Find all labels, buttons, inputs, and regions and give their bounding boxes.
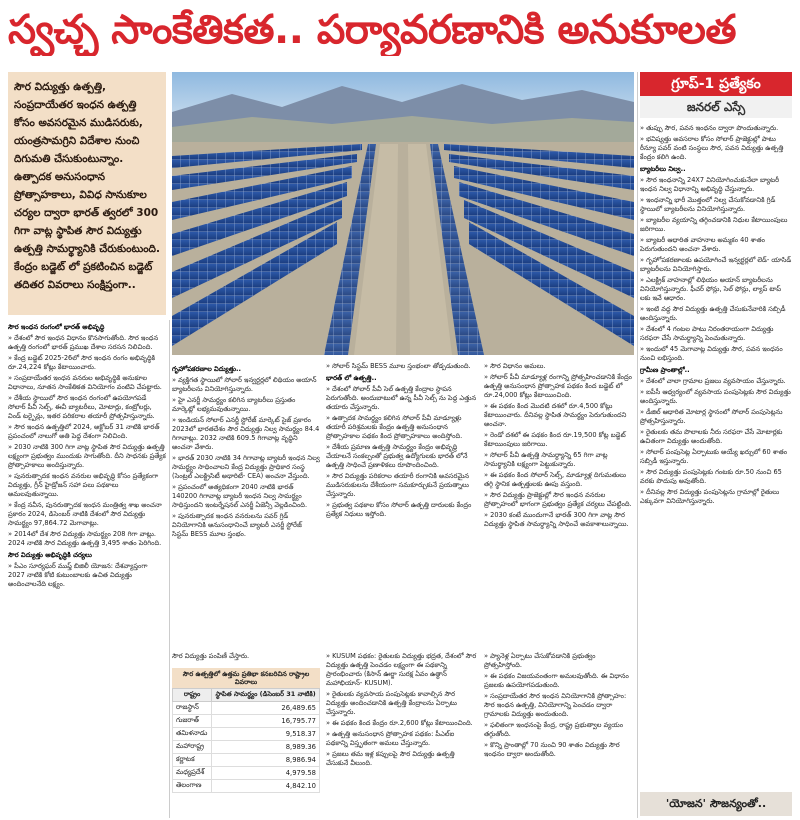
bullet-point: » ఫలితంగా ఇంధనంపై కేంద్ర, రాష్ట్ర ప్రభుత్వాల వ్యయం తగ్గుతోంది.	[484, 721, 624, 738]
footer-badge: 'యోజన' సౌజన్యంతో..	[640, 792, 792, 816]
sub-heading: గ్రామీణ ప్రాంతాల్లో..	[640, 366, 690, 374]
bullet-point: » ఈ పథకం విజయవంతంగా అమలవుతోంది. ఈ విధానం ప్రజలకు ఉపయోగపడుతుంది.	[484, 672, 629, 689]
bullet-point: » ఐపీసీ ఆధ్వర్యంలో వ్యవసాయ పంపుసెట్లకు సౌర విద్యుత్తు అందిస్తున్నారు.	[640, 388, 791, 405]
bullet-point: » బ్యాటరీ ఆధారిత వాహనాల అమ్మకం 40 శాతం పెరుగుతుందని అంచనా వేశారు.	[640, 236, 765, 253]
bullet-point: » దేశంలో సౌర ఇంధన విధానం కొనసాగుతోంది. సౌర ఇంధన ఉత్పత్తి రంగంలో భారత్ ప్రముఖ దేశాల సరసన నిలిచింది.	[8, 334, 159, 351]
bullet-point: » సోలార్ పీవీ ఉత్పత్తి సామర్థ్యాన్ని 65 గిగా వాట్ల సామర్థ్యానికి లక్ష్యంగా పెట్టుకున్నారు.	[484, 451, 608, 468]
bullet-point: » పునరుత్పాదక ఇంధన వనరుల అభివృద్ధి కోసం ప్రత్యేకంగా విద్యుత్తు, గ్రీన్ హైడ్రోజన్ సహా పలు పథకాలు అమలవుతున్నాయి.	[8, 472, 159, 498]
state-capacity: 9,518.37	[212, 728, 320, 741]
bullet-point: » దేశంలో 4 గంటల పాటు నిరంతరాయంగా విద్యుత్తు సరఫరా చేసే సామర్థ్యాన్ని పెంచుతున్నారు.	[640, 325, 774, 342]
table-row	[173, 780, 320, 793]
bullet-point: » ప్రపంచంలో అత్యధికంగా 2040 నాటికి భారత్ 140200 గిగావాట్ల బ్యాటరీ ఇంధన నిల్వ సామర్థ్యం సాధిస్తుందని ఇంటర్నేషనల్ ఎనర్జీ ఏజెన్సీ వెల్లడించింది.	[172, 483, 308, 509]
states-table	[172, 668, 320, 818]
bullet-point: » 2030 కంటే ముందుగానే భారత్ 300 గిగా వాట్ల సౌర విద్యుత్తు స్థాపిత సామర్థ్యాన్ని సాధించే అవకాశాలున్నాయి.	[484, 511, 629, 528]
state-capacity: 4,842.10	[212, 780, 320, 793]
table-header-capacity: స్థాపిత సామర్థ్యం (డిసెంబర్ 31 నాటికి)	[212, 689, 320, 702]
bullet-point: » బ్యాటరీల వ్యయాన్ని తగ్గించడానికి నిధుల కేటాయింపులు జరిగాయి.	[640, 216, 788, 233]
bullet-point: » పునరుత్పాదక ఇంధన వనరులను పవర్ గ్రిడ్ వినియోగానికి అనుసంధానించే బ్యాటరీ ఎనర్జీ స్టోరేజ్ సిస్టమ్ BESS మూల స్తంభం.	[172, 512, 302, 538]
bullet-point: » భారత్ 2030 నాటికి 34 గిగావాట్ల బ్యాటరీ ఇంధన నిల్వ సామర్థ్యం సాధించాలని కేంద్ర విద్యుత్తు ప్రాధికార సంస్థ (సెంట్రల్ ఎలక్ట్రిసిటీ అథారిటీ- CEA) అంచనా వేస్తుంది.	[172, 454, 320, 480]
state-name: గుజరాత్	[173, 715, 212, 728]
state-capacity: 8,986.94	[212, 754, 320, 767]
state-name: తమిళనాడు	[173, 728, 212, 741]
bullet-point: » గృహోపకరణాలకు ఉపయోగించే ఇన్వర్టర్లలో లెడ్- యాసిడ్ బ్యాటరీలను వినియోగిస్తారు.	[640, 256, 792, 273]
state-capacity: 4,979.58	[212, 767, 320, 780]
bullet-point: » సౌర విద్యుత్తు ప్రాజెక్టుల్లో సౌర ఇంధన వనరుల ప్రోత్సాహంలో భాగంగా ప్రభుత్వం ప్రత్యేక చర్యలు చేపట్టింది.	[484, 491, 632, 508]
bullet-point: » వ్యక్తిగత స్థాయిలో సోలార్ ఇన్వర్టర్లలో లిథియం అయాన్ బ్యాటరీలను వినియోగిస్తున్నారు.	[172, 376, 317, 393]
bullet-point: » సౌర ఇంధన ఉత్పత్తిలో 2024, అక్టోబర్ 31 నాటికి భారత్ ప్రపంచంలో నాలుగో అతి పెద్ద దేశంగా నిలిచింది.	[8, 423, 160, 440]
solar-panels-photo	[172, 72, 634, 355]
sub-heading: గృహోపకరణాల విద్యుత్తు..	[172, 365, 242, 373]
solar-field-illustration	[172, 72, 634, 355]
bullet-point: » దేశీయ స్థాయిలో సౌర ఇంధన రంగంలో ఉపయోగపడే సోలార్ పీవీ సెల్స్, ఈవీ బ్యాటరీలు, మోటార్లు, కంట్రోలర్లు, విండ్ టర్బైన్లు, ఇతర పరికరాల తయారీ ప్రోత్సహిస్తున్నారు.	[8, 394, 155, 420]
bullet-point: » 2030 నాటికి 300 గిగా వాట్ల స్థాపిత సౌర విద్యుత్తు ఉత్పత్తి లక్ష్యంగా ప్రభుత్వం ముందుకు సాగుతోంది. దీని సాధనకు ప్రత్యేక ప్రోత్సాహకాలు అందిస్తున్నారు.	[8, 443, 166, 469]
bullet-point: » ప్యానెళ్ల ఏర్పాటు చేసుకోవడానికి ప్రభుత్వం ప్రోత్సహిస్తోంది.	[484, 652, 596, 669]
bullet-point: » తుప్పు సౌర, పవన ఇంధనం ద్వారా పొందుతున్నారు.	[640, 124, 779, 132]
column-8	[484, 652, 634, 818]
bullet-point: » ఇంధనాన్ని భారీ మొత్తంలో నిల్వ చేసుకోవడానికి గ్రిడ్ స్థాయిలో బ్యాటరీలను వినియోగిస్తున్నారు.	[640, 196, 776, 213]
bullet-point: » సంప్రదాయేతర ఇంధన వనరుల అభివృద్ధికి అనుకూల విధానాలు, నూతన సాంకేతికత వినియోగం వంటివి చేపట్టారు.	[8, 374, 162, 391]
bullet-point: » హై ఎనర్జీ సామర్థ్యం కలిగిన బ్యాటరీలు ప్రస్తుతం మార్కెట్లో లభ్యమవుతున్నాయి.	[172, 396, 296, 413]
bullet-point: » ఇందులో 45 మెగావాట్ల విద్యుత్తు సౌర, పవన ఇంధనం నుంచి లభిస్తుంది.	[640, 345, 783, 362]
column-5	[640, 124, 792, 788]
bullet-point: » సౌర ఇంధనాన్ని 24X7 వినియోగించుకునేలా బ్యాటరీ ఇంధన నిల్వ విధానాన్ని అభివృద్ధి చేస్తున్నారు.	[640, 176, 780, 193]
bullet-point: » KUSUM పథకం: రైతులకు విద్యుత్తు భద్రత, దేశంలో సౌర విద్యుత్తు ఉత్పత్తి పెంచడం లక్ష్యంగా ఈ పథకాన్ని ప్రారంభించారు (కిసాన్ ఊర్జా సురక్ష ఏవం ఉత్థాన్ మహాభియాన్- KUSUM).	[326, 652, 477, 687]
headline: స్వచ్ఛ సాంకేతికత.. పర్యావరణానికి అనుకూలత	[8, 7, 736, 53]
column-3	[326, 362, 478, 647]
column-1	[8, 320, 166, 818]
table-row	[173, 702, 320, 715]
intro-box: సౌర విద్యుత్తు ఉత్పత్తి, సంప్రదాయేతర ఇంధన ఉత్పత్తి కోసం అవసరమైన ముడిసరుకు, యంత్రసామగ్రిని విదేశాల నుంచి దిగుమతి చేసుకుంటున్నాం. ఉత్పాదక అనుసంధాన ప్రోత్సాహకాలు, వివిధ సానుకూల చర్యల ద్వారా భారత్ త్వరలో 300 గిగా వాట్ల స్థాపిత సౌర విద్యుత్తు ఉత్పత్తి సామర్థ్యానికి చేరుకుంటుంది. కేంద్రం బడ్జెట్ లో ప్రకటించిన బడ్జెట్ తదితర వివరాలు సంక్షిప్తంగా..	[8, 72, 166, 315]
table-row	[173, 715, 320, 728]
bullet-point: » సోలార్ పంపుసెట్ల ఏర్పాటుకు అయ్యే ఖర్చులో 60 శాతం సబ్సిడీ ఇస్తున్నారు.	[640, 448, 788, 465]
bullet-point: » ఉత్పత్తి అనుసంధాన ప్రోత్సాహక పథకం: పీఎల్ఐ పథకాన్ని విస్తృతంగా అమలు చేస్తున్నారు.	[326, 730, 455, 747]
bullet-point: » సోలార్ సిస్టమ్ BESS మూల స్తంభంలా తోడ్పడుతుంది.	[326, 362, 471, 370]
bullet-point: » ఇంటి వద్ద సౌర విద్యుత్తు ఉత్పత్తి చేసుకునేవారికి సబ్సిడీ అందిస్తున్నారు.	[640, 305, 786, 322]
bullet-point: » భవిష్యత్తు అవసరాల కోసం సోలార్ ప్రాజెక్టుల్లో పాటు రీన్యూ పవర్ వంటి సంస్థలు సౌర, పవన విద్యుత్తు ఉత్పత్తి కేంద్రం కలిగి ఉంది.	[640, 135, 784, 161]
table-title: సౌర ఉత్పత్తిలో ఉత్తమ ప్రతిభా కనబరిచిన రాష్ట్రాల వివరాలు	[172, 668, 320, 688]
state-name: రాజస్థాన్	[173, 702, 212, 715]
bullet-point: » ఈ పథకం కింద కేంద్రం రూ.2,600 కోట్లు కేటాయించింది.	[326, 719, 473, 727]
state-capacity: 8,989.36	[212, 741, 320, 754]
bullet-point: » ప్రజలు తమ ఇళ్ల కప్పులపై సౌర విద్యుత్తు ఉత్పత్తి చేసుకునే వీలుంది.	[326, 750, 455, 767]
bullet-point: » దేశంలో చాలా గ్రామాల ప్రజలు వ్యవసాయం చేస్తున్నారు.	[640, 377, 786, 385]
table-row	[173, 728, 320, 741]
group-box	[640, 72, 792, 118]
state-name: తెలంగాణ	[173, 780, 212, 793]
bullet-point: » దేశంలో సోలార్ పీవీ సెల్ ఉత్పత్తి కేంద్రాల స్థాపన పెరుగుతోంది. అందుబాటులో ఉన్న పీవీ సెల్స్ ను పెద్ద ఎత్తున తయారు చేస్తున్నారు.	[326, 385, 477, 411]
bullet-point: » ప్రభుత్వ పథకాల కోసం సోలార్ ఉత్పత్తి దారులకు కేంద్రం ప్రత్యేక నిధులు ఇస్తోంది.	[326, 501, 472, 518]
table-row	[173, 767, 320, 780]
sub-heading: భారత్ లో ఉత్పత్తి..	[326, 374, 377, 382]
column-6: సౌర విద్యుత్తు పంపిణీ చేస్తారు.	[172, 652, 250, 660]
sub-heading: బ్యాటరీలు నిల్వ..	[640, 165, 686, 173]
state-name: మధ్యప్రదేశ్	[173, 767, 212, 780]
table-header-state: రాష్ట్రం	[173, 689, 212, 702]
column-7	[326, 652, 478, 818]
column-2	[172, 362, 320, 647]
bullet-point: » కొన్ని ప్రాంతాల్లో 70 నుంచి 90 శాతం విద్యుత్తు సౌర ఇంధనం ద్వారా అందుతోంది.	[484, 741, 620, 758]
bullet-point: » దీనివల్ల సౌర విద్యుత్తు పంపుసెట్లను గ్రామాల్లో రైతులు ఎక్కువగా వినియోగిస్తున్నారు.	[640, 488, 780, 505]
bullet-point: » ఈ పథకం కింద సోలార్ సెల్స్, మాడ్యూళ్ల దిగుమతులు తగ్గి స్థానిక ఉత్పత్తులకు ఊపు వస్తుంది.	[484, 471, 627, 488]
bullet-point: » సౌర విద్యుత్తు పరికరాల తయారీ రంగానికి అవసరమైన ముడిసరుకులను దేశీయంగా సమకూర్చుకునే ప్రయత్నాలు చేస్తున్నారు.	[326, 472, 470, 498]
bullet-point: » ఇండియన్ సోలార్ ఎనర్జీ స్టోరేజ్ మార్కెట్ సైజ్ ప్రకారం 2023లో భారతదేశం సౌర విద్యుత్తు నిల్వ సామర్థ్యం 84.4 గిగావాట్లు. 2032 నాటికి 609.5 గిగావాట్ల వృద్ధిని అంచనా వేశారు.	[172, 416, 320, 451]
column-divider	[169, 320, 170, 818]
bullet-point: » రైతులకు తమ పొలాలకు నీరు సరఫరా చేసే మోటార్లకు ఉచితంగా విద్యుత్తు అందుతోంది.	[640, 428, 783, 445]
state-capacity: 26,489.65	[212, 702, 320, 715]
bullet-point: » సౌర విద్యుత్తు పంపుసెట్లకు గంటకు రూ.50 నుంచి 65 వరకు పొదుపు అవుతోంది.	[640, 468, 782, 485]
bullet-point: » ఉత్పాదక సామర్థ్యం కలిగిన సోలార్ పీవీ మాడ్యూళ్లు తయారీ పరిశ్రమలకు కేంద్రం ఉత్పత్తి అనుసంధాన ప్రోత్సాహకాల పథకం కింద ప్రోత్సాహకాలు అందిస్తోంది.	[326, 414, 463, 440]
column-divider	[637, 72, 638, 818]
bullet-point: » ఎలక్ట్రిక్ వాహనాల్లో లిథియం అయాన్ బ్యాటరీలను వినియోగిస్తున్నారు. ఫీచర్ ఫోన్లు, సెల్ ఫోన్లు, ల్యాప్ టాప్ లకు ఇవే ఆధారం.	[640, 276, 782, 302]
state-capacity: 16,795.77	[212, 715, 320, 728]
column-4	[484, 362, 634, 647]
bullet-point: » సౌర విధానం అమలు.	[484, 362, 546, 370]
group-label: గ్రూప్-1 ప్రత్యేకం	[640, 72, 792, 96]
bullet-point: » డీజిల్ ఆధారిత మోటార్ల స్థానంలో సోలార్ పంపుసెట్లను ప్రోత్సహిస్తున్నారు.	[640, 408, 783, 425]
bullet-point: » కేంద్ర బడ్జెట్ 2025-26లో సౌర ఇంధన రంగం అభివృద్ధికి రూ.24,224 కోట్లు కేటాయించారు.	[8, 354, 156, 371]
table-row	[173, 741, 320, 754]
sub-heading: సౌర విద్యుత్తు అభివృద్ధికి చర్యలు	[8, 551, 92, 559]
sub-heading: సౌర ఇంధన రంగంలో భారత్ అభివృద్ధి	[8, 323, 105, 331]
bullet-point: » ఈ పథకం కింద మొదటి దశలో రూ.4,500 కోట్లు కేటాయించారు. దీనివల్ల స్థాపిత సామర్థ్యం పెరుగుతుందని అంచనా.	[484, 402, 627, 428]
table-row	[173, 754, 320, 767]
bullet-point: » సోలార్ పీవీ మాడ్యూళ్ల రంగాన్ని ప్రోత్సహించడానికి కేంద్రం ఉత్పత్తి అనుసంధాన ప్రోత్సాహక పథకం కింద బడ్జెట్ లో రూ.24,000 కోట్లు కేటాయించింది.	[484, 373, 633, 399]
group-author: జనరల్ ఎస్సే	[640, 96, 792, 118]
bullet-point: » రెండో దశలో ఈ పథకం కింద రూ.19,500 కోట్ల బడ్జెట్ కేటాయింపులు జరిగాయి.	[484, 431, 626, 448]
state-name: మహారాష్ట్ర	[173, 741, 212, 754]
bullet-point: » 2014లో దేశ సౌర విద్యుత్తు సామర్థ్యం 208 గిగా వాట్లు. 2024 నాటికి సౌర విద్యుత్తు ఉత్పత్తి 3,495 శాతం పెరిగింది.	[8, 530, 162, 547]
bullet-point: » రైతులకు వ్యవసాయ పంపుసెట్లకు కావాల్సిన సౌర విద్యుత్తు అందించడానికి ఉత్పత్తి కేంద్రాలను ఏర్పాటు చేస్తున్నారు.	[326, 690, 457, 716]
bullet-point: » సంప్రదాయేతర సౌర ఇంధన వినియోగానికి ప్రోత్సాహం: సౌర ఇంధన ఉత్పత్తి, వినియోగాన్ని పెంచడం ద్వారా గ్రామాలకు విద్యుత్తు అందుతుంది.	[484, 692, 627, 718]
bullet-point: » దేశీయ ప్రమాణ ఉత్పత్తి సామర్థ్యం కేంద్రం అభివృద్ధి చేయాలనే సంకల్పంతో ప్రభుత్వ ఉద్యోగులకు భారత్ లోనే ఉత్పత్తి సాధించే ప్రణాళికలు రూపొందించింది.	[326, 443, 468, 469]
bullet-point: » కేంద్ర నవీన, పునరుత్పాదక ఇంధన మంత్రిత్వ శాఖ అంచనా ప్రకారం 2024, డిసెంబర్ నాటికి దేశంలో సౌర విద్యుత్తు సామర్థ్యం 97,864.72 మెగావాట్లు.	[8, 501, 162, 527]
state-name: కర్ణాటక	[173, 754, 212, 767]
bullet-point: » పీఎం సూర్యఘర్ ముఫ్త్ బిజిలీ యోజన: దేశవ్యాప్తంగా 2027 నాటికి కోటి కుటుంబాలకు ఉచిత విద్యుత్తు అందించాలనేది లక్ష్యం.	[8, 562, 148, 588]
